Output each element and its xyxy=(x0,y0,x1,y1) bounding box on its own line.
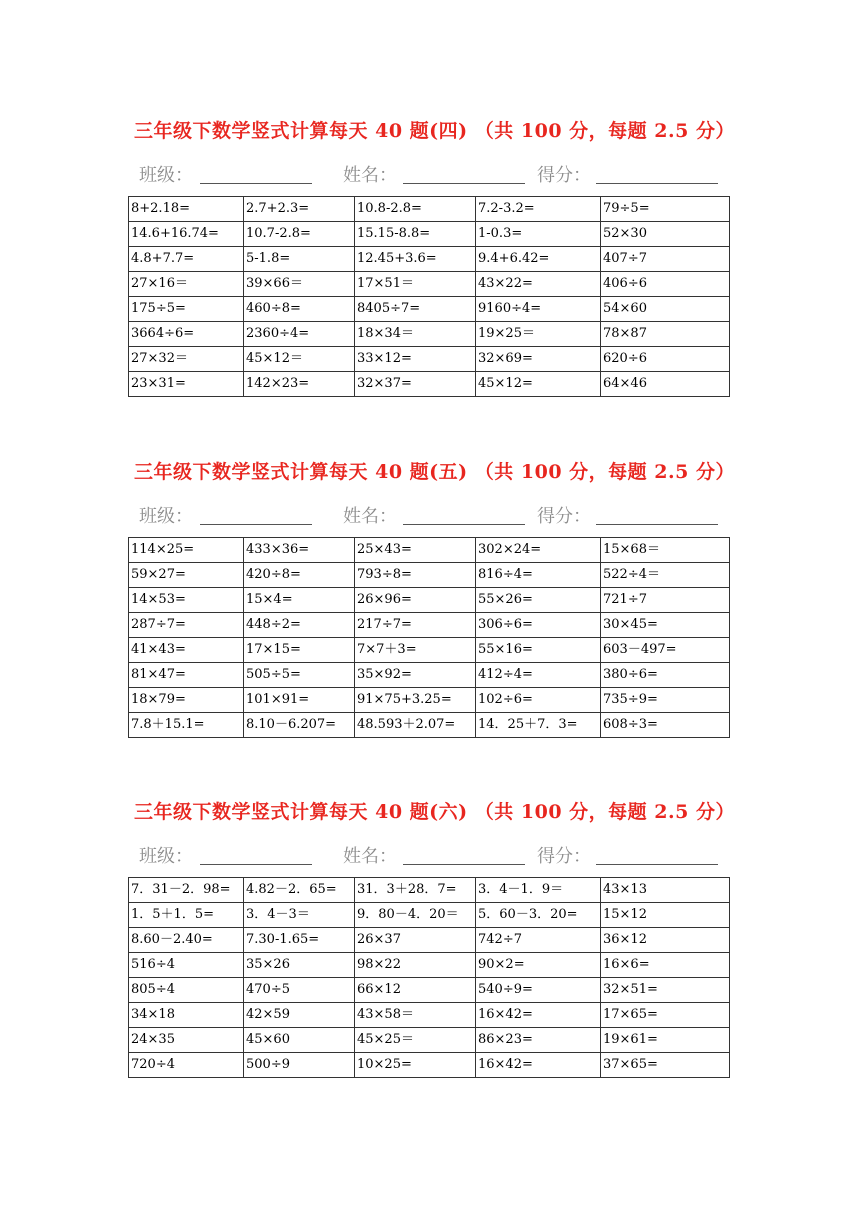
name-label: 姓名： xyxy=(343,165,397,186)
score-field[interactable] xyxy=(596,864,718,865)
table-row xyxy=(129,1053,730,1078)
problem-cell: 433×36= xyxy=(244,538,355,563)
score-label: 得分： xyxy=(537,165,591,186)
problem-cell: 24×35 xyxy=(129,1028,244,1053)
table-row xyxy=(129,588,730,613)
problem-cell: 18×34＝ xyxy=(355,322,476,347)
problem-cell: 3．4－3＝ xyxy=(244,903,355,928)
problem-cell: 86×23= xyxy=(476,1028,601,1053)
problem-cell: 32×37= xyxy=(355,372,476,397)
problem-cell: 30×45= xyxy=(601,613,730,638)
table-row xyxy=(129,953,730,978)
problem-cell: 540÷9= xyxy=(476,978,601,1003)
problem-cell: 407÷7 xyxy=(601,247,730,272)
problem-cell: 17×51＝ xyxy=(355,272,476,297)
problem-cell: 7．31－2．98= xyxy=(129,878,244,903)
problem-cell: 14．25＋7．3= xyxy=(476,713,601,738)
table-row xyxy=(129,713,730,738)
problem-cell: 14×53= xyxy=(129,588,244,613)
problem-cell: 720÷4 xyxy=(129,1053,244,1078)
problem-cell: 9160÷4= xyxy=(476,297,601,322)
problem-cell: 9.4+6.42= xyxy=(476,247,601,272)
problem-cell: 522÷4＝ xyxy=(601,563,730,588)
problem-cell: 7.8＋15.1= xyxy=(129,713,244,738)
problem-cell: 98×22 xyxy=(355,953,476,978)
name-label: 姓名： xyxy=(343,846,397,867)
table-row xyxy=(129,197,730,222)
problem-cell: 505÷5= xyxy=(244,663,355,688)
table-row xyxy=(129,372,730,397)
problem-cell: 1-0.3= xyxy=(476,222,601,247)
problem-cell: 217÷7= xyxy=(355,613,476,638)
problem-cell: 114×25= xyxy=(129,538,244,563)
problem-cell: 27×32＝ xyxy=(129,347,244,372)
problem-cell: 175÷5= xyxy=(129,297,244,322)
problem-cell: 15.15-8.8= xyxy=(355,222,476,247)
problem-cell: 66×12 xyxy=(355,978,476,1003)
problem-cell: 15×68＝ xyxy=(601,538,730,563)
table-row xyxy=(129,878,730,903)
problem-cell: 805÷4 xyxy=(129,978,244,1003)
problem-cell: 10.7-2.8= xyxy=(244,222,355,247)
problem-cell: 500÷9 xyxy=(244,1053,355,1078)
table-row xyxy=(129,222,730,247)
problem-cell: 16×6= xyxy=(601,953,730,978)
problem-cell: 412÷4= xyxy=(476,663,601,688)
problem-cell: 2.7+2.3= xyxy=(244,197,355,222)
problem-table xyxy=(128,537,730,738)
problem-cell: 4.8+7.7= xyxy=(129,247,244,272)
name-field[interactable] xyxy=(403,183,525,184)
problem-cell: 81×47= xyxy=(129,663,244,688)
table-row xyxy=(129,663,730,688)
problem-cell: 603－497= xyxy=(601,638,730,663)
problem-cell: 25×43= xyxy=(355,538,476,563)
problem-cell: 448÷2= xyxy=(244,613,355,638)
problem-cell: 35×92= xyxy=(355,663,476,688)
table-row xyxy=(129,272,730,297)
problem-cell: 7×7＋3= xyxy=(355,638,476,663)
score-field[interactable] xyxy=(596,524,718,525)
problem-cell: 608÷3= xyxy=(601,713,730,738)
table-row xyxy=(129,613,730,638)
info-row xyxy=(139,842,729,868)
problem-cell: 43×22= xyxy=(476,272,601,297)
problem-cell: 90×2= xyxy=(476,953,601,978)
problem-cell: 91×75+3.25= xyxy=(355,688,476,713)
problem-cell: 742÷7 xyxy=(476,928,601,953)
problem-cell: 78×87 xyxy=(601,322,730,347)
table-row xyxy=(129,638,730,663)
score-field[interactable] xyxy=(596,183,718,184)
problem-cell: 34×18 xyxy=(129,1003,244,1028)
problem-cell: 15×4= xyxy=(244,588,355,613)
class-label: 班级： xyxy=(139,846,193,867)
problem-cell: 5．60－3．20= xyxy=(476,903,601,928)
problem-cell: 3．4－1．9＝ xyxy=(476,878,601,903)
info-row xyxy=(139,161,729,187)
problem-cell: 19×61= xyxy=(601,1028,730,1053)
class-field[interactable] xyxy=(200,864,312,865)
table-row xyxy=(129,347,730,372)
problem-cell: 31．3＋28．7= xyxy=(355,878,476,903)
problem-cell: 142×23= xyxy=(244,372,355,397)
problem-cell: 620÷6 xyxy=(601,347,730,372)
problem-cell: 32×69= xyxy=(476,347,601,372)
problem-cell: 23×31= xyxy=(129,372,244,397)
score-label: 得分： xyxy=(537,506,591,527)
problem-cell: 16×42= xyxy=(476,1003,601,1028)
problem-cell: 721÷7 xyxy=(601,588,730,613)
problem-cell: 12.45+3.6= xyxy=(355,247,476,272)
problem-cell: 14.6+16.74= xyxy=(129,222,244,247)
problem-cell: 79÷5= xyxy=(601,197,730,222)
problem-cell: 9．80－4．20＝ xyxy=(355,903,476,928)
problem-cell: 26×37 xyxy=(355,928,476,953)
problem-cell: 48.593＋2.07= xyxy=(355,713,476,738)
problem-cell: 17×15= xyxy=(244,638,355,663)
table-row xyxy=(129,563,730,588)
problem-cell: 406÷6 xyxy=(601,272,730,297)
problem-cell: 32×51= xyxy=(601,978,730,1003)
problem-cell: 26×96= xyxy=(355,588,476,613)
problem-cell: 8405÷7= xyxy=(355,297,476,322)
table-row xyxy=(129,322,730,347)
problem-cell: 55×16= xyxy=(476,638,601,663)
problem-cell: 36×12 xyxy=(601,928,730,953)
problem-cell: 45×25＝ xyxy=(355,1028,476,1053)
problem-cell: 380÷6= xyxy=(601,663,730,688)
table-row xyxy=(129,978,730,1003)
problem-cell: 10.8-2.8= xyxy=(355,197,476,222)
class-label: 班级： xyxy=(139,165,193,186)
problem-cell: 18×79= xyxy=(129,688,244,713)
name-field[interactable] xyxy=(403,864,525,865)
problem-cell: 45×12= xyxy=(476,372,601,397)
table-row xyxy=(129,903,730,928)
table-row xyxy=(129,1003,730,1028)
problem-cell: 45×60 xyxy=(244,1028,355,1053)
problem-cell: 470÷5 xyxy=(244,978,355,1003)
problem-cell: 17×65= xyxy=(601,1003,730,1028)
problem-cell: 43×13 xyxy=(601,878,730,903)
problem-cell: 1．5＋1．5= xyxy=(129,903,244,928)
score-label: 得分： xyxy=(537,846,591,867)
class-field[interactable] xyxy=(200,183,312,184)
problem-cell: 52×30 xyxy=(601,222,730,247)
problem-cell: 101×91= xyxy=(244,688,355,713)
problem-cell: 4.82－2．65= xyxy=(244,878,355,903)
problem-table xyxy=(128,877,730,1078)
problem-cell: 15×12 xyxy=(601,903,730,928)
problem-cell: 59×27= xyxy=(129,563,244,588)
problem-cell: 8+2.18= xyxy=(129,197,244,222)
problem-cell: 7.30-1.65= xyxy=(244,928,355,953)
problem-cell: 55×26= xyxy=(476,588,601,613)
problem-cell: 64×46 xyxy=(601,372,730,397)
problem-cell: 516÷4 xyxy=(129,953,244,978)
problem-cell: 5-1.8= xyxy=(244,247,355,272)
problem-cell: 10×25= xyxy=(355,1053,476,1078)
problem-cell: 35×26 xyxy=(244,953,355,978)
problem-cell: 793÷8= xyxy=(355,563,476,588)
problem-cell: 7.2-3.2= xyxy=(476,197,601,222)
problem-cell: 3664÷6= xyxy=(129,322,244,347)
class-label: 班级： xyxy=(139,506,193,527)
problem-table xyxy=(128,196,730,397)
problem-cell: 45×12＝ xyxy=(244,347,355,372)
info-row xyxy=(139,502,729,528)
problem-cell: 8.60－2.40= xyxy=(129,928,244,953)
problem-cell: 37×65= xyxy=(601,1053,730,1078)
table-row xyxy=(129,928,730,953)
name-field[interactable] xyxy=(403,524,525,525)
table-row xyxy=(129,688,730,713)
problem-cell: 16×42= xyxy=(476,1053,601,1078)
problem-cell: 19×25＝ xyxy=(476,322,601,347)
table-row xyxy=(129,247,730,272)
table-row xyxy=(129,538,730,563)
problem-cell: 54×60 xyxy=(601,297,730,322)
problem-cell: 39×66＝ xyxy=(244,272,355,297)
problem-cell: 420÷8= xyxy=(244,563,355,588)
problem-cell: 2360÷4= xyxy=(244,322,355,347)
problem-cell: 102÷6= xyxy=(476,688,601,713)
section-title: 三年级下数学竖式计算每天 40 题(五) （共 100 分，每题 2.5 分） xyxy=(134,461,735,483)
problem-cell: 816÷4= xyxy=(476,563,601,588)
problem-cell: 8.10－6.207= xyxy=(244,713,355,738)
problem-cell: 27×16＝ xyxy=(129,272,244,297)
problem-cell: 43×58＝ xyxy=(355,1003,476,1028)
problem-cell: 460÷8= xyxy=(244,297,355,322)
class-field[interactable] xyxy=(200,524,312,525)
problem-cell: 42×59 xyxy=(244,1003,355,1028)
table-row xyxy=(129,1028,730,1053)
problem-cell: 735÷9= xyxy=(601,688,730,713)
problem-cell: 287÷7= xyxy=(129,613,244,638)
name-label: 姓名： xyxy=(343,506,397,527)
problem-cell: 302×24= xyxy=(476,538,601,563)
section-title: 三年级下数学竖式计算每天 40 题(四) （共 100 分，每题 2.5 分） xyxy=(134,120,735,142)
table-row xyxy=(129,297,730,322)
problem-cell: 33×12= xyxy=(355,347,476,372)
problem-cell: 306÷6= xyxy=(476,613,601,638)
section-title: 三年级下数学竖式计算每天 40 题(六) （共 100 分，每题 2.5 分） xyxy=(134,801,735,823)
problem-cell: 41×43= xyxy=(129,638,244,663)
